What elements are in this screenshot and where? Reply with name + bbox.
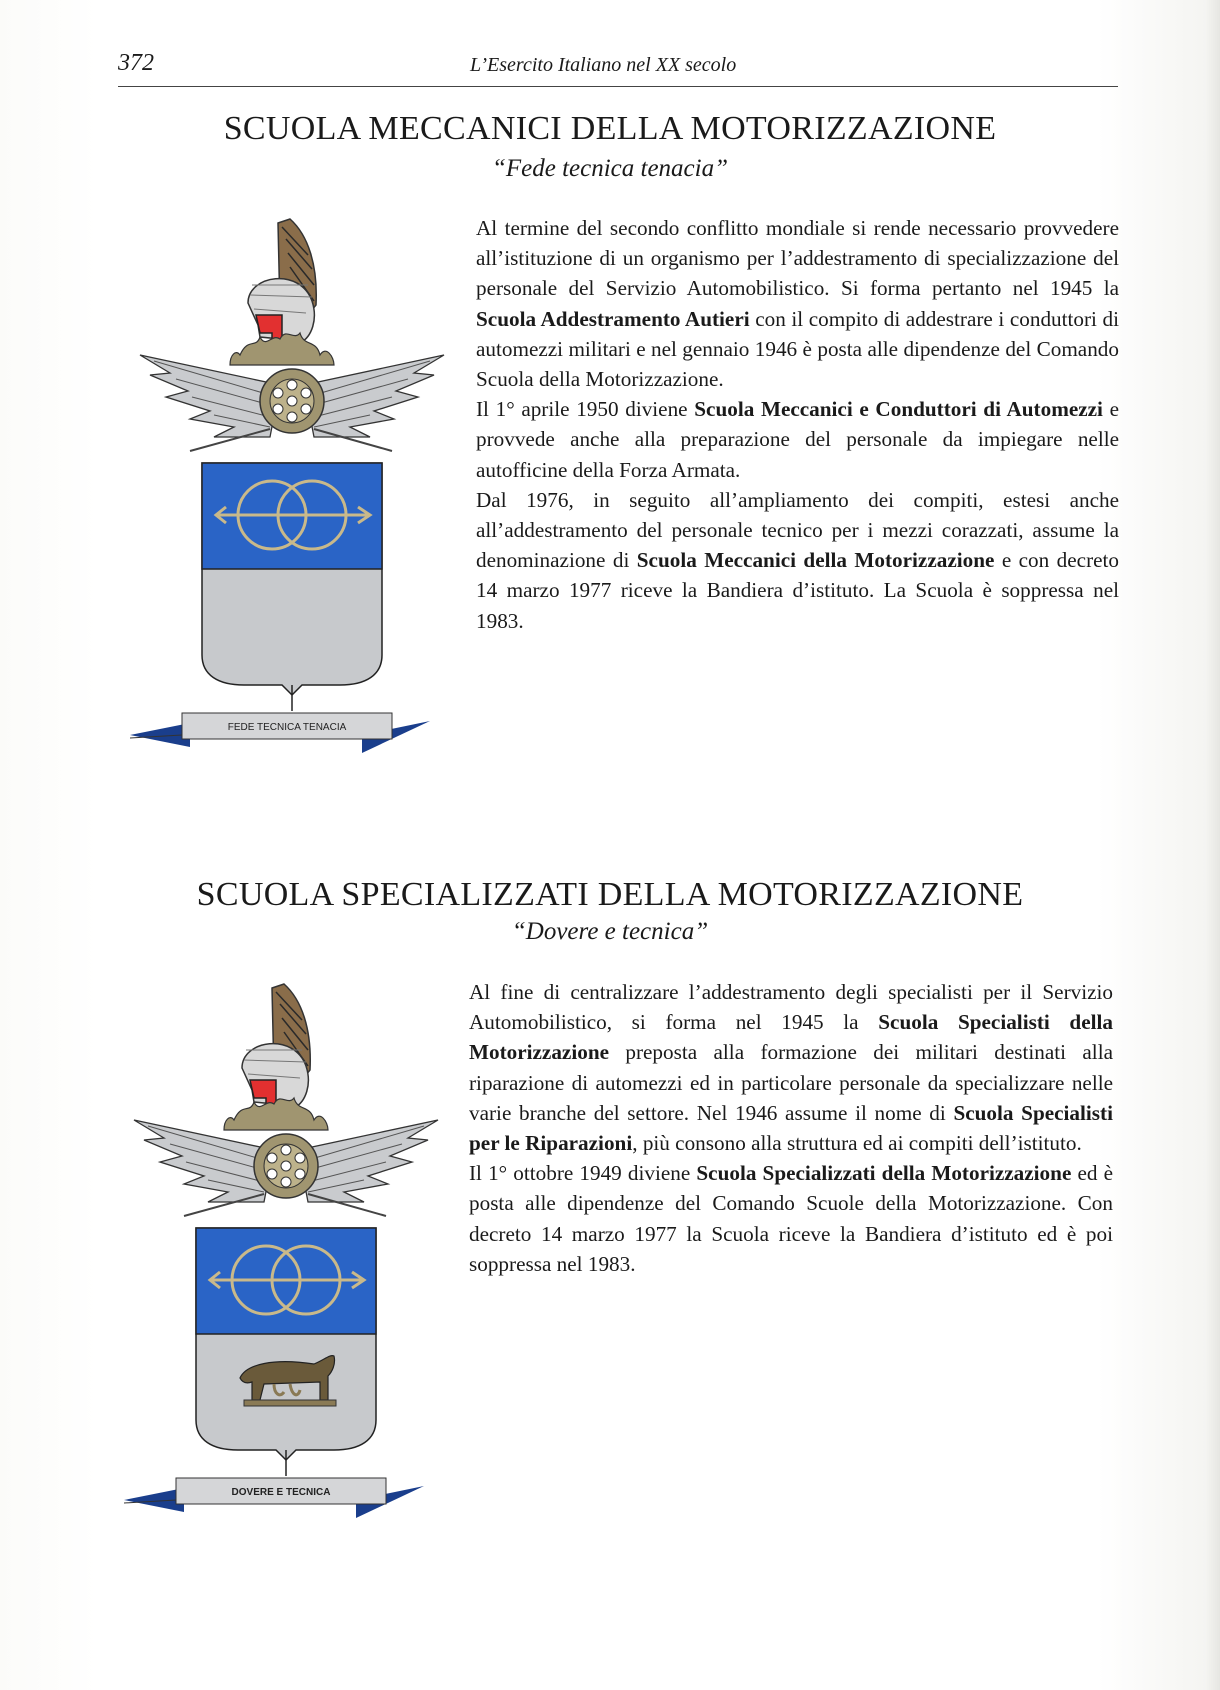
paragraph-text: e provvede anche alla preparazione del personale da impiegare nelle autofficine della Forza Armata. — [476, 397, 1120, 482]
ribbon-motto-text: DOVERE E TECNICA — [231, 1487, 331, 1498]
paragraph — [469, 1158, 1113, 1279]
section-body-meccanici — [476, 213, 1119, 636]
paragraph-text: Il 1° aprile 1950 diviene — [476, 397, 695, 422]
running-title: L’Esercito Italiano nel XX secolo — [470, 54, 737, 76]
flame-crown-icon — [224, 1098, 328, 1130]
coat-of-arms-specializzati — [124, 980, 464, 1520]
paragraph-text: Dal 1976, in seguito all’ampliamento dei compiti, estesi anche all’addestramento del personale tecnico per i mezzi corazzati, assume la denominazione di — [476, 487, 1119, 573]
flame-crown-icon — [230, 333, 334, 365]
ribbon-motto-text: FEDE TECNICA TENACIA — [227, 722, 347, 733]
paragraph-text: e con decreto 14 marzo 1977 riceve la Bandiera d’istituto. La Scuola è soppressa nel 1983. — [476, 548, 1120, 633]
section-title-specializzati: SCUOLA SPECIALIZZATI DELLA MOTORIZZAZIONE — [196, 876, 1024, 913]
paragraph-text: Al termine del secondo conflitto mondiale si rende necessario provvedere all’istituzione di un organismo per l’addestramento di specializzazione del personale del Servizio Automobilistico. Si forma pertanto nel 1945 la — [476, 216, 1119, 301]
coat-of-arms-meccanici — [130, 215, 470, 755]
header-rule — [118, 86, 1118, 87]
paragraph-text: , più consono alla struttura ed ai compiti dell’istituto. — [632, 1131, 1082, 1156]
section-motto-specializzati: “Dovere e tecnica” — [511, 918, 709, 945]
paragraph — [476, 485, 1119, 636]
bold-term: Scuola Specialisti per le Riparazioni — [469, 1100, 1113, 1156]
section-body-specializzati — [469, 977, 1113, 1279]
section-title-meccanici: SCUOLA MECCANICI DELLA MOTORIZZAZIONE — [223, 110, 997, 147]
bold-term: Scuola Meccanici della Motorizzazione — [636, 548, 995, 573]
coat-of-arms-specializzati-graphic — [124, 980, 464, 1520]
bold-term: Scuola Specialisti della Motorizzazione — [469, 1010, 1113, 1065]
page-edge — [1206, 0, 1220, 1690]
paragraph-text: con il compito di addestrare i conduttori di automezzi militari e nel gennaio 1946 è posta alle dipendenze del Comando Scuola della Motorizzazione. — [476, 306, 1120, 392]
paragraph-text: ed è posta alle dipendenze del Comando Scuole della Motorizzazione. Con decreto 14 marzo 1977 la Scuola riceve la Bandiera d’istituto ed è poi soppressa nel 1983. — [469, 1161, 1113, 1276]
paragraph-text: Al fine di centralizzare l’addestramento degli specialisti per il Servizio Automobilistico, si forma nel 1945 la — [469, 980, 1113, 1035]
bold-term: Scuola Specializzati della Motorizzazione — [696, 1161, 1072, 1186]
page-number: 372 — [118, 50, 154, 76]
paragraph — [476, 394, 1119, 485]
bold-term: Scuola Addestramento Autieri — [476, 306, 750, 331]
paragraph — [476, 213, 1119, 394]
paragraph-text: Il 1° ottobre 1949 diviene — [469, 1161, 697, 1186]
paragraph — [469, 977, 1113, 1158]
coat-of-arms-meccanici-graphic — [130, 215, 470, 755]
section-motto-meccanici: “Fede tecnica tenacia” — [491, 155, 729, 182]
paragraph-text: preposta alla formazione dei militari destinati alla riparazione di automezzi ed in particolare personale da specializzare nelle varie branche del settore. Nel 1946 assume il nome di — [469, 1040, 1113, 1125]
bold-term: Scuola Meccanici e Conduttori di Automezzi — [694, 397, 1103, 422]
